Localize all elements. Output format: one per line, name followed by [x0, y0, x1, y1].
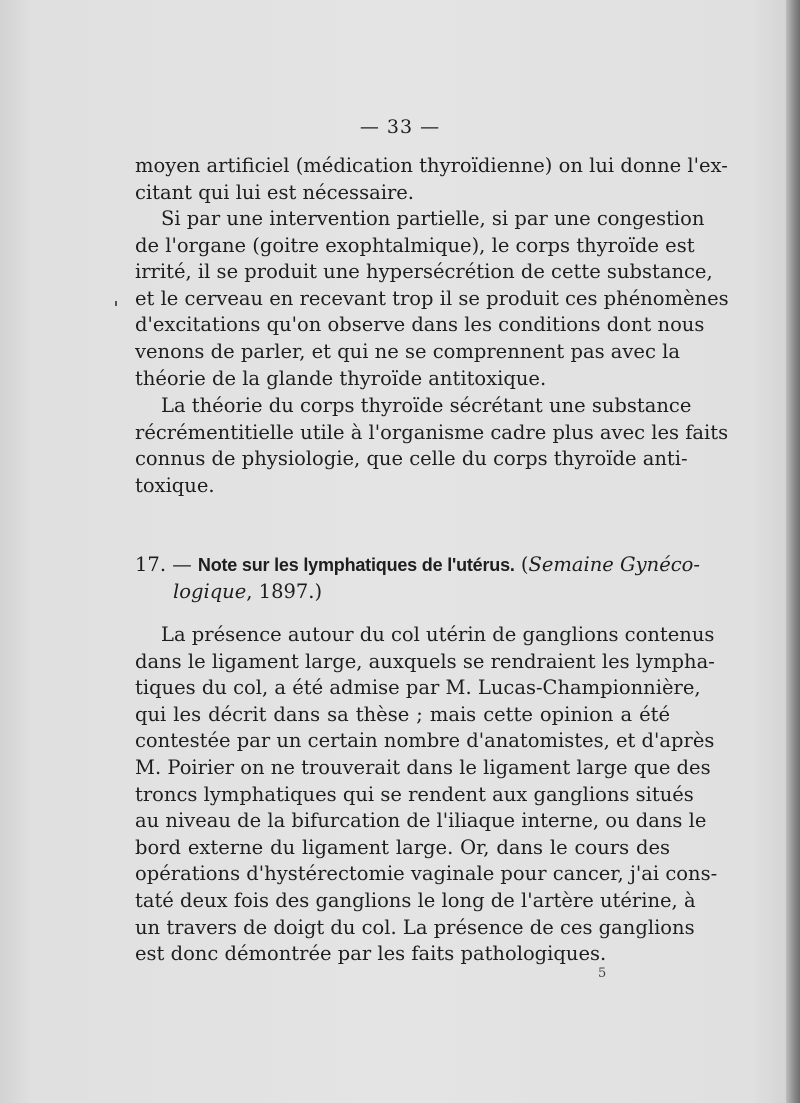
text-line: de l'organe (goitre exophtalmique), le corps thyroïde est — [135, 233, 695, 257]
text-line: tiques du col, a été admise par M. Lucas-Championnière, — [135, 676, 701, 700]
paragraph-3 — [135, 393, 729, 499]
text-line: citant qui lui est nécessaire. — [135, 180, 414, 204]
source-year: , 1897.) — [246, 579, 323, 603]
page-edge-shadow — [786, 0, 800, 1103]
text-line: toxique. — [135, 473, 215, 497]
source-journal-cont: logique — [173, 579, 247, 603]
text-line: bord externe du ligament large. Or, dans le cours des — [135, 835, 670, 859]
text-line: connus de physiologie, que celle du corps thyroïde anti- — [135, 447, 688, 471]
section-number: 17. — — [135, 553, 192, 576]
text-line: théorie de la glande thyroïde antitoxique. — [135, 366, 547, 390]
section-heading — [135, 552, 700, 605]
section-title: Note sur les lymphatiques de l'utérus. — [197, 555, 515, 575]
text-line: troncs lymphatiques qui se rendent aux ganglions situés — [135, 782, 694, 806]
ink-speck — [115, 301, 117, 306]
paragraph-2 — [135, 206, 729, 392]
text-line: M. Poirier on ne trouverait dans le ligament large que des — [135, 755, 711, 779]
heading-line-1 — [135, 552, 700, 579]
text-line: un travers de doigt du col. La présence de ces ganglions — [135, 915, 695, 939]
text-line: est donc démontrée par les faits pathologiques. — [135, 942, 607, 966]
text-line: irrité, il se produit une hypersécrétion de cette substance, — [135, 260, 713, 284]
paragraph-1 — [135, 153, 728, 206]
text-line: et le cerveau en recevant trop il se produit ces phénomènes — [135, 286, 729, 310]
source-open-paren: ( — [520, 553, 529, 576]
text-line: contestée par un certain nombre d'anatomistes, et d'après — [135, 729, 715, 753]
text-line: taté deux fois des ganglions le long de l'artère utérine, à — [135, 888, 696, 912]
text-line: récrémentitielle utile à l'organisme cadre plus avec les faits — [135, 420, 729, 444]
text-line: La présence autour du col utérin de ganglions contenus — [161, 623, 715, 646]
text-line: moyen artificiel (médication thyroïdienne) on lui donne l'ex- — [135, 154, 728, 177]
page-number: — 33 — — [359, 116, 441, 138]
text-line: venons de parler, et qui ne se comprennent pas avec la — [135, 339, 680, 363]
text-line: La théorie du corps thyroïde sécrétant une substance — [161, 394, 692, 417]
source-journal: Semaine Gynéco- — [528, 553, 700, 576]
paragraph-4 — [135, 622, 718, 968]
text-line: opérations d'hystérectomie vaginale pour cancer, j'ai cons- — [135, 862, 718, 886]
text-line: qui les décrit dans sa thèse ; mais cette opinion a été — [135, 702, 670, 726]
text-line: dans le ligament large, auxquels se rendraient les lympha- — [135, 649, 715, 673]
heading-line-2 — [135, 579, 670, 606]
signature-mark: 5 — [598, 966, 607, 981]
text-line: Si par une intervention partielle, si par une congestion — [161, 207, 705, 230]
text-line: d'excitations qu'on observe dans les conditions dont nous — [135, 313, 705, 337]
text-line: au niveau de la bifurcation de l'iliaque interne, ou dans le — [135, 809, 707, 833]
